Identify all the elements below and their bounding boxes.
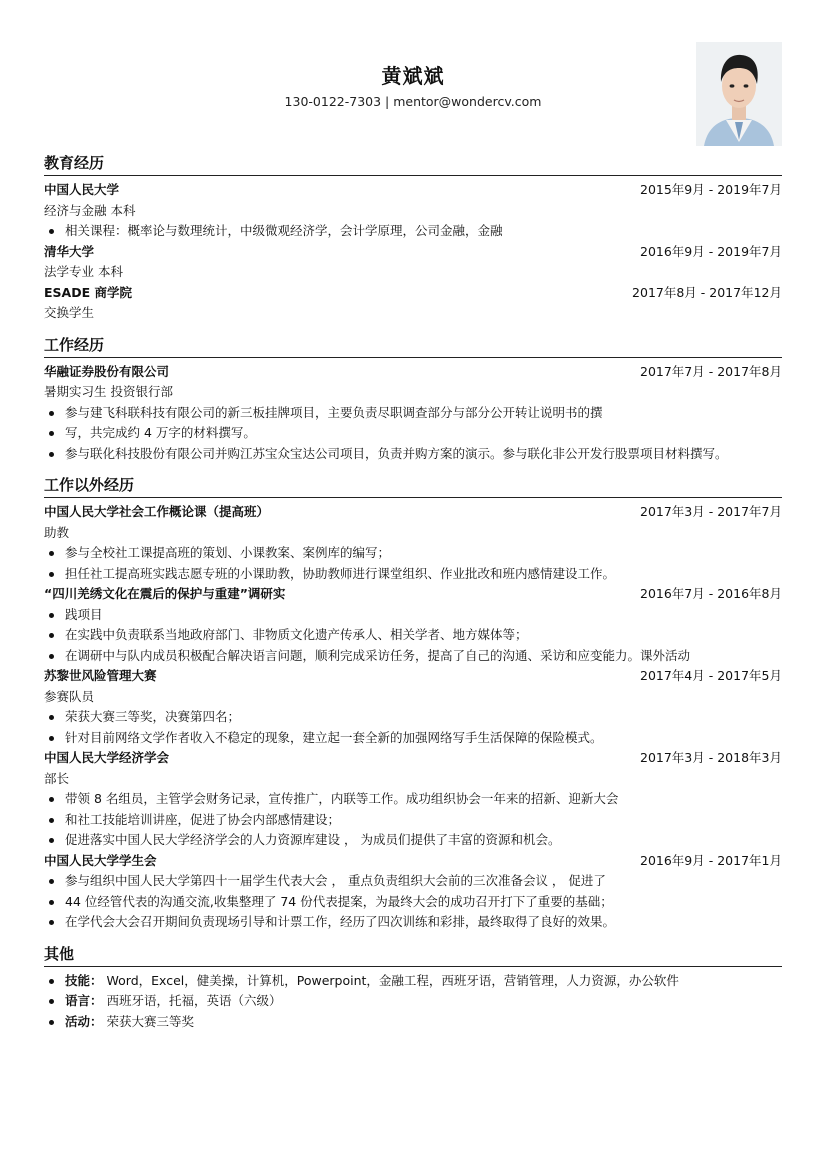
experience-entry: [44, 502, 782, 584]
date-range: 2016年7月 - 2016年8月: [640, 586, 782, 601]
list-item: 44 位经管代表的沟通交流,收集整理了 74 份代表提案，为最终大会的成功召开打下了重要的基础；: [44, 892, 782, 913]
experience-entry: [44, 666, 782, 748]
resume-header: [44, 0, 782, 150]
list-item: 针对目前网络文学作者收入不稳定的现象，建立起一套全新的加强网络写手生活保障的保险模式。: [44, 728, 782, 749]
experience-entry: [44, 748, 782, 851]
education-section: [44, 153, 782, 324]
section-title: 其他: [44, 944, 782, 967]
list-item: 和社工技能培训讲座，促进了协会内部感情建设；: [44, 810, 782, 831]
list-item: 参与组织中国人民大学第四十一届学生代表大会 ， 重点负责组织大会前的三次准备会议 ， 促进了: [44, 871, 782, 892]
list-item: 带领 8 名组员，主管学会财务记录，宣传推广，内联等工作。成功组织协会一年来的招新、迎新大会: [44, 789, 782, 810]
item-value: 荣获大赛三等奖: [106, 1013, 195, 1029]
education-entry: [44, 180, 782, 242]
candidate-name: 黄斌斌: [381, 64, 445, 88]
degree: 交换学生: [44, 305, 95, 320]
item-key: 技能：: [65, 972, 103, 988]
work-entry: [44, 362, 782, 465]
date-range: 2017年4月 - 2017年5月: [640, 668, 782, 683]
role: 助教: [44, 524, 70, 540]
section-title: 教育经历: [44, 153, 782, 176]
contact-info: 130-0122-7303 | mentor@wondercv.com: [284, 94, 542, 109]
list-item: 写，共完成约 4 万字的材料撰写。: [44, 423, 782, 444]
work-section: [44, 335, 782, 465]
activities-item: [44, 1012, 782, 1033]
section-title: 工作经历: [44, 335, 782, 358]
job-role: 暑期实习生 投资银行部: [44, 384, 173, 399]
item-key: 活动：: [65, 1013, 103, 1029]
skills-item: [44, 971, 782, 992]
list-item: 担任社工提高班实践志愿专班的小课助教，协助教师进行课堂组织、作业批改和班内感情建设工作。: [44, 564, 782, 585]
other-experience-section: [44, 475, 782, 933]
school-name: ESADE 商学院: [44, 284, 132, 300]
list-item: 参与联化科技股份有限公司并购江苏宝众宝达公司项目，负责并购方案的演示。参与联化非公开发行股票项目材料撰写。: [44, 444, 782, 465]
education-entry: [44, 242, 782, 283]
organization-name: 中国人民大学经济学会: [44, 750, 170, 765]
list-item: 相关课程：概率论与数理统计，中级微观经济学，会计学原理，公司金融，金融: [44, 221, 782, 242]
misc-section: [44, 944, 782, 1033]
list-item: 践项目: [44, 605, 782, 626]
date-range: 2015年9月 - 2019年7月: [640, 182, 782, 197]
portrait-image: [696, 42, 782, 146]
degree: 法学专业 本科: [44, 264, 123, 279]
list-item: 在学代会大会召开期间负责现场引导和计票工作，经历了四次训练和彩排，最终取得了良好的效果。: [44, 912, 782, 933]
role: 参赛队员: [44, 688, 95, 704]
date-range: 2017年8月 - 2017年12月: [632, 284, 782, 300]
profile-photo: [696, 42, 782, 146]
list-item: 参与全校社工课提高班的策划、小课教案、案例库的编写；: [44, 543, 782, 564]
list-item: 参与建飞科联科技有限公司的新三板挂牌项目，主要负责尽职调查部分与部分公开转让说明书的撰: [44, 403, 782, 424]
organization-name: “四川羌绣文化在震后的保护与重建”调研实: [44, 586, 286, 601]
date-range: 2017年7月 - 2017年8月: [640, 363, 782, 379]
list-item: 在实践中负责联系当地政府部门、非物质文化遗产传承人、相关学者、地方媒体等；: [44, 625, 782, 646]
organization-name: 苏黎世风险管理大赛: [44, 668, 157, 683]
experience-entry: [44, 584, 782, 666]
list-item: 荣获大赛三等奖，决赛第四名；: [44, 707, 782, 728]
organization-name: 中国人民大学学生会: [44, 852, 157, 868]
experience-entry: [44, 851, 782, 933]
date-range: 2016年9月 - 2019年7月: [640, 243, 782, 259]
date-range: 2016年9月 - 2017年1月: [640, 852, 782, 868]
date-range: 2017年3月 - 2017年7月: [640, 504, 782, 519]
school-name: 清华大学: [44, 243, 95, 259]
languages-item: [44, 991, 782, 1012]
organization-name: 中国人民大学社会工作概论课（提高班）: [44, 504, 270, 519]
education-entry: [44, 283, 782, 324]
list-item: 促进落实中国人民大学经济学会的人力资源库建设 ， 为成员们提供了丰富的资源和机会。: [44, 830, 782, 851]
item-value: 西班牙语，托福，英语（六级）: [106, 993, 282, 1008]
company-name: 华融证券股份有限公司: [44, 363, 170, 379]
section-title: 工作以外经历: [44, 475, 782, 498]
list-item: 在调研中与队内成员积极配合解决语言问题，顺利完成采访任务，提高了自己的沟通、采访和应变能力。课外活动: [44, 646, 782, 667]
item-value: Word，Excel，健美操，计算机，Powerpoint，金融工程，西班牙语，营销管理，人力资源，办公软件: [106, 972, 679, 988]
date-range: 2017年3月 - 2018年3月: [640, 750, 782, 765]
degree: 经济与金融 本科: [44, 202, 136, 218]
school-name: 中国人民大学: [44, 182, 120, 197]
role: 部长: [44, 770, 70, 786]
item-key: 语言：: [65, 993, 103, 1008]
